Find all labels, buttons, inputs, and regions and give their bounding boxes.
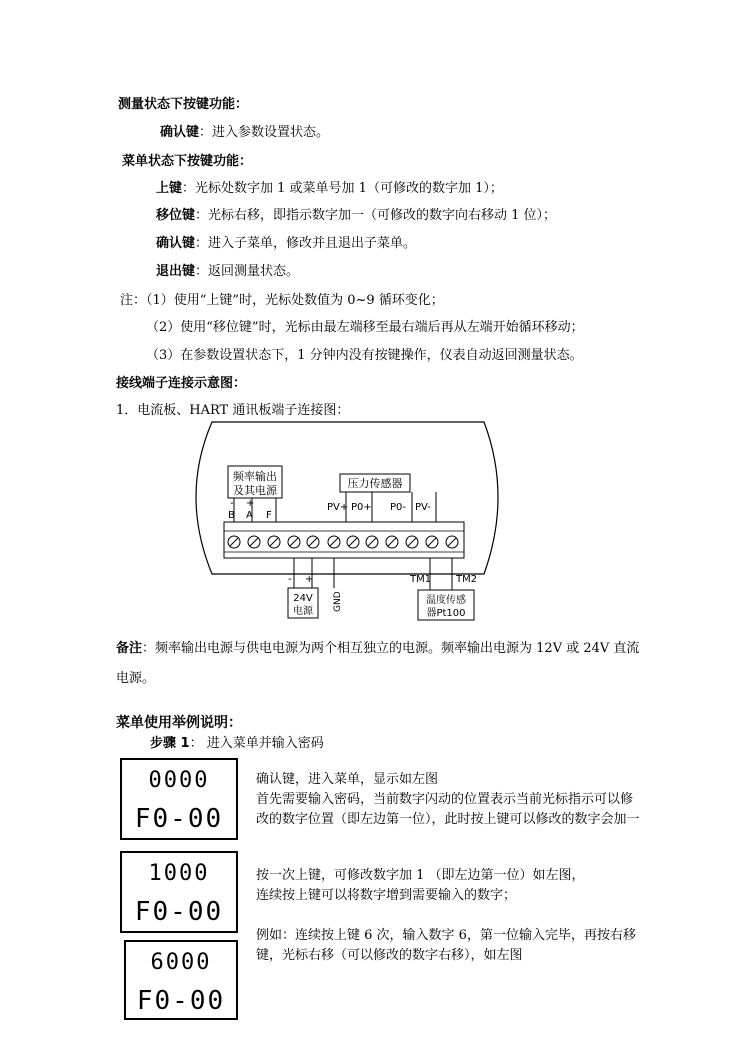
remark-line-1 bbox=[116, 637, 639, 656]
lcd-bottom-digits: F0-00 bbox=[134, 897, 224, 927]
confirm-key-label: 确认键 bbox=[160, 125, 200, 140]
label-tm2: TM2 bbox=[456, 574, 478, 585]
temp-sensor-line2: 器Pt100 bbox=[426, 608, 466, 619]
remark-text: ：频率输出电源与供电电源为两个相互独立的电源。频率输出电源为 12V 或 24V 直流 bbox=[142, 641, 640, 656]
supply-24v-line2: 电源 bbox=[293, 606, 313, 617]
menu-heading: 菜单状态下按键功能： bbox=[122, 154, 253, 169]
label-f: F bbox=[266, 510, 272, 521]
example-desc-2 bbox=[256, 866, 585, 906]
label-pv-minus: PV- bbox=[415, 502, 431, 513]
confirm-key-text: ：进入参数设置状态。 bbox=[199, 125, 330, 140]
lcd-display bbox=[120, 758, 238, 840]
label-plus-a: + bbox=[246, 498, 255, 509]
desc-line: 改的数字位置（即左边第一位），此时按上键可以修改的数字会加一 bbox=[256, 812, 640, 827]
remark-line-2: 电源。 bbox=[116, 671, 156, 686]
menu-item-text: ：光标处数字加 1 或菜单号加 1（可修改的数字加 1）； bbox=[182, 181, 503, 196]
desc-line: 确认键，进入菜单，显示如左图 bbox=[256, 772, 439, 787]
lcd-top-digits: 0000 bbox=[148, 768, 210, 793]
menu-item-text: ：光标右移，即指示数字加一（可修改的数字向右移动 1 位）； bbox=[195, 208, 557, 223]
label-b: B bbox=[228, 510, 235, 521]
menu-item-key: 移位键 bbox=[156, 208, 196, 223]
desc-line: 连续按上键可以将数字增到需要输入的数字； bbox=[256, 888, 517, 903]
step-1-line bbox=[150, 732, 324, 751]
label-p0-minus: P0- bbox=[390, 502, 407, 513]
desc-line: 按一次上键，可修改数字加 1 （即左边第一位）如左图， bbox=[256, 868, 585, 883]
desc-line: 键，光标右移（可以修改的数字右移），如左图 bbox=[256, 948, 523, 963]
lcd-bottom-digits: F0-00 bbox=[136, 986, 226, 1016]
desc-line: 例如：连续按上键 6 次，输入数字 6，第一位输入完毕，再按右移 bbox=[256, 928, 636, 943]
remark-label: 备注 bbox=[116, 641, 143, 656]
menu-item-text: ：进入子菜单，修改并且退出子菜单。 bbox=[195, 236, 417, 251]
label-tm1: TM1 bbox=[410, 574, 432, 585]
lcd-top-digits: 6000 bbox=[150, 950, 212, 975]
step-label: 步骤 1 bbox=[150, 736, 190, 751]
freq-box-line2: 及其电源 bbox=[233, 484, 277, 497]
note-1: 注：（1）使用“上键”时，光标处数值为 0~9 循环变化； bbox=[120, 293, 444, 308]
supply-24v-line1: 24V bbox=[293, 593, 313, 604]
menu-item-text: ：返回测量状态。 bbox=[195, 264, 300, 279]
pressure-box-label: 压力传感器 bbox=[347, 477, 403, 490]
example-desc-1 bbox=[256, 770, 640, 830]
wiring-heading: 接线端子连接示意图： bbox=[116, 376, 247, 391]
menu-item-key: 确认键 bbox=[156, 236, 196, 251]
label-plus: + bbox=[305, 574, 314, 585]
wiring-item-1: 1．电流板、HART 通讯板端子连接图： bbox=[116, 403, 350, 418]
label-p0-plus: P0+ bbox=[351, 502, 372, 513]
label-minus: - bbox=[288, 574, 292, 585]
lcd-bottom-digits: F0-00 bbox=[134, 804, 224, 834]
lcd-top-digits: 1000 bbox=[148, 861, 210, 886]
measure-heading: 测量状态下按键功能： bbox=[118, 97, 249, 112]
note-3: （3）在参数设置状态下，1 分钟内没有按键操作，仪表自动返回测量状态。 bbox=[146, 348, 583, 363]
menu-item-key: 退出键 bbox=[156, 264, 196, 279]
lcd-display bbox=[124, 940, 238, 1020]
lcd-display bbox=[120, 851, 238, 933]
label-a: A bbox=[246, 510, 253, 521]
temp-sensor-line1: 温度传感 bbox=[426, 595, 466, 606]
freq-box-line1: 频率输出 bbox=[233, 470, 277, 483]
menu-item-key: 上键 bbox=[156, 181, 183, 196]
note-2: （2）使用“移位键”时，光标由最左端移至最右端后再从左端开始循环移动； bbox=[146, 320, 584, 335]
label-gnd: GND bbox=[333, 591, 343, 612]
desc-line: 首先需要输入密码，当前数字闪动的位置表示当前光标指示可以修 bbox=[256, 792, 634, 807]
example-heading: 菜单使用举例说明： bbox=[116, 715, 242, 731]
step-text: ： 进入菜单并输入密码 bbox=[189, 736, 324, 751]
label-pv-plus: PV+ bbox=[327, 502, 349, 513]
example-desc-3 bbox=[256, 926, 636, 966]
label-minus-b: - bbox=[230, 498, 234, 509]
